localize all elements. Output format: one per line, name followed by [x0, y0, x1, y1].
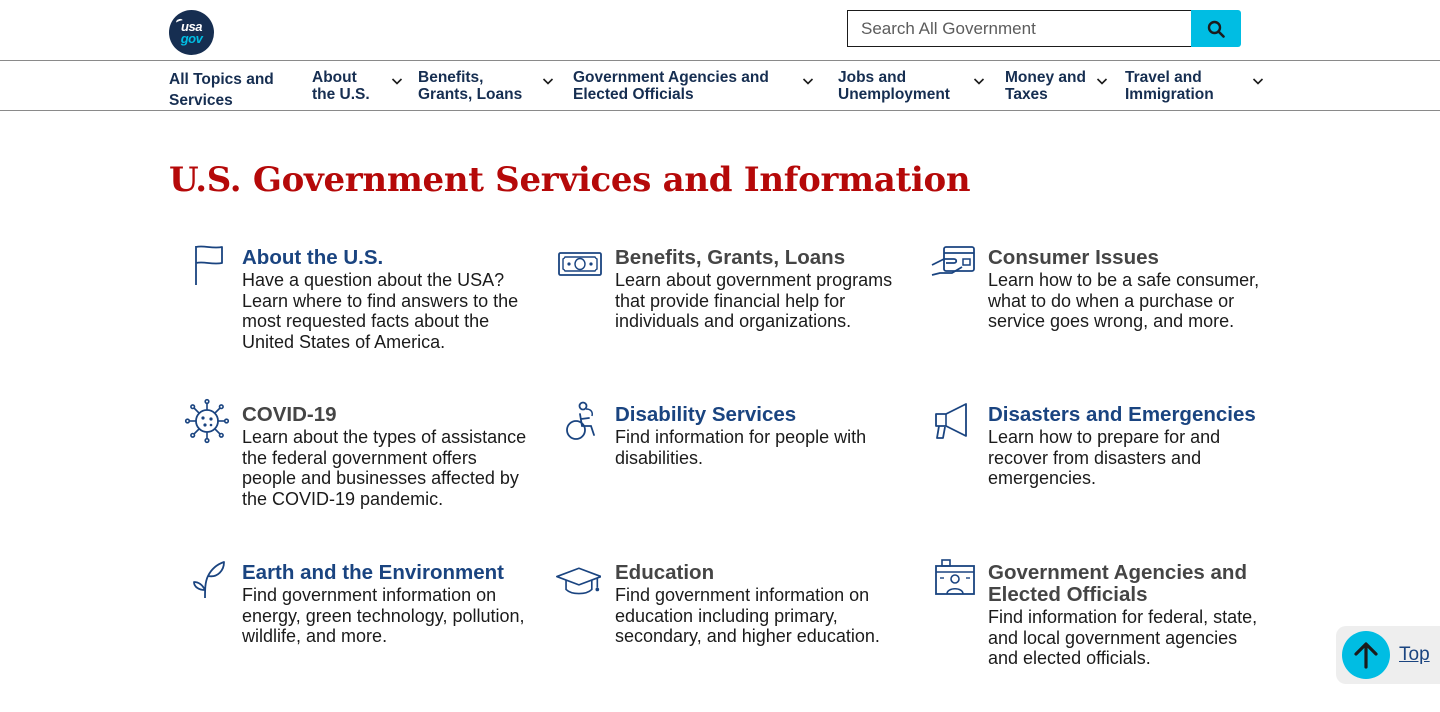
card-title[interactable]: Government Agencies and Elected Officials: [988, 561, 1247, 606]
nav-about-us[interactable]: [312, 69, 408, 103]
card-title-link[interactable]: About the U.S.: [242, 246, 384, 269]
card-title[interactable]: Consumer Issues: [988, 246, 1159, 269]
topic-card-disasters: [988, 404, 1328, 489]
chevron-down-icon: [1252, 75, 1264, 87]
topic-card-disability: [615, 404, 955, 468]
search-input[interactable]: [847, 10, 1192, 47]
card-description: Learn about government programs that provide financial help for individuals and organizations.: [615, 270, 893, 331]
back-to-top-link[interactable]: Top: [1399, 644, 1430, 665]
chevron-down-icon: [802, 75, 814, 87]
nav-label: About the U.S.: [312, 69, 370, 103]
megaphone-icon: [932, 400, 978, 446]
virus-icon: [184, 398, 230, 444]
money-icon: [557, 241, 603, 287]
nav-label: Money and Taxes: [1005, 69, 1086, 103]
nav-label: Jobs and Unemployment: [838, 69, 950, 103]
site-header: [0, 0, 1440, 60]
nav-label: Benefits, Grants, Loans: [418, 69, 523, 103]
arrow-up-icon: [1353, 641, 1379, 669]
card-title-link[interactable]: Disability Services: [615, 403, 797, 426]
card-title-link[interactable]: Earth and the Environment: [242, 561, 504, 584]
page-title: U.S. Government Services and Information: [169, 160, 971, 200]
card-description: Learn how to be a safe consumer, what to do when a purchase or service goes wrong, and more.: [988, 270, 1260, 331]
logo-text-gov: gov: [180, 30, 203, 46]
government-building-icon: [932, 556, 978, 602]
main-nav: [0, 60, 1440, 111]
topic-card-environment: [242, 562, 582, 647]
topic-card-benefits: [615, 247, 955, 332]
nav-label: Government Agencies and Elected Officials: [573, 69, 769, 103]
nav-label: All Topics and Services: [169, 71, 274, 109]
card-title[interactable]: Benefits, Grants, Loans: [615, 246, 846, 269]
nav-money-taxes[interactable]: [1005, 69, 1111, 103]
chevron-down-icon: [973, 75, 985, 87]
topic-card-education: [615, 562, 955, 647]
card-title[interactable]: Education: [615, 561, 715, 584]
card-description: Learn about the types of assistance the federal government offers people and businesses affected by the COVID-19 pandemic.: [242, 427, 527, 509]
card-description: Learn how to prepare for and recover from disasters and emergencies.: [988, 427, 1221, 488]
chevron-down-icon: [542, 75, 554, 87]
card-title[interactable]: COVID-19: [242, 403, 337, 426]
sprout-icon: [186, 556, 232, 602]
nav-government-agencies[interactable]: [573, 69, 817, 103]
topic-card-about-us: [242, 247, 582, 352]
card-description: Find government information on education including primary, secondary, and higher education.: [615, 585, 880, 646]
card-description: Find information for people with disabilities.: [615, 427, 867, 468]
nav-benefits[interactable]: [418, 69, 560, 103]
topic-card-covid: [242, 404, 582, 509]
nav-travel-immigration[interactable]: [1125, 69, 1267, 103]
chevron-down-icon: [1096, 75, 1108, 87]
card-description: Have a question about the USA? Learn where to find answers to the most requested facts about the United States of America.: [242, 270, 519, 352]
nav-all-topics[interactable]: [169, 69, 289, 111]
topic-card-government-agencies: [988, 562, 1328, 669]
back-to-top: [1336, 626, 1440, 684]
credit-card-hand-icon: [930, 243, 976, 289]
nav-label: Travel and Immigration: [1125, 69, 1214, 103]
card-title-link[interactable]: Disasters and Emergencies: [988, 403, 1256, 426]
nav-jobs[interactable]: [838, 69, 988, 103]
search-button[interactable]: [1191, 10, 1241, 47]
graduation-cap-icon: [555, 560, 601, 606]
magnifier-icon: [1207, 20, 1225, 38]
topic-card-consumer-issues: [988, 247, 1328, 332]
logo-text-usa: usa: [181, 18, 202, 34]
usagov-logo[interactable]: [169, 10, 214, 55]
wheelchair-icon: [559, 400, 605, 446]
chevron-down-icon: [391, 75, 403, 87]
card-description: Find information for federal, state, and local government agencies and elected officials.: [988, 607, 1258, 668]
flag-icon: [190, 243, 236, 289]
back-to-top-button[interactable]: [1342, 631, 1390, 679]
card-description: Find government information on energy, green technology, pollution, wildlife, and more.: [242, 585, 525, 646]
